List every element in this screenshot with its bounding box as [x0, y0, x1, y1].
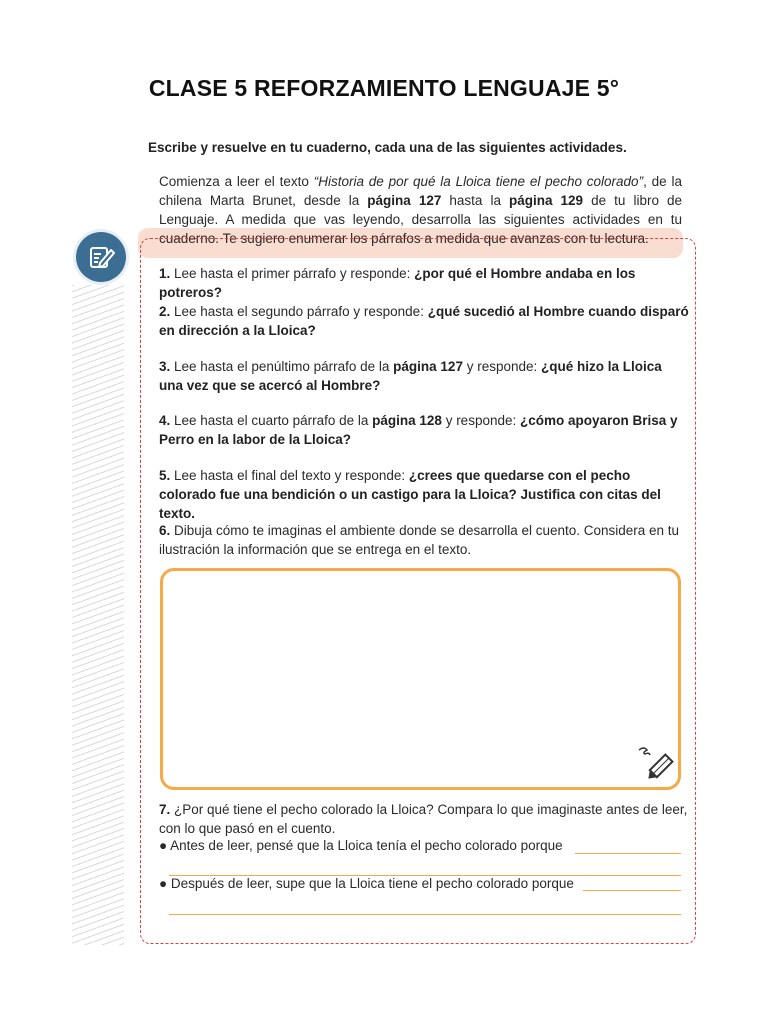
bullet-before: ● Antes de leer, pensé que la Lloica tenía el pecho colorado porque	[159, 838, 563, 853]
intro-paragraph: Comienza a leer el texto “Historia de por qué la Lloica tiene el pecho colorado”, de la chilena Marta Brunet, desde la página 127 hasta la página 129 de tu libro de Lenguaje. A medida que vas leyendo, desarrolla las siguientes actividades en tu cuaderno. Te sugiero enumerar los párrafos a medida que avanzas con tu lectura.	[159, 174, 683, 246]
answer-line-3[interactable]	[583, 890, 681, 891]
pencil-icon	[635, 744, 675, 784]
question-2: 2. Lee hasta el segundo párrafo y responde: ¿qué sucedió al Hombre cuando disparó en dirección a la Lloica?	[159, 304, 689, 338]
drawing-area[interactable]	[160, 568, 681, 790]
question-4: 4. Lee hasta el cuarto párrafo de la página 128 y responde: ¿cómo apoyaron Brisa y Perro en la labor de la Lloica?	[159, 413, 678, 447]
page-title: CLASE 5 REFORZAMIENTO LENGUAJE 5°	[148, 75, 620, 101]
bullet-after: ● Después de leer, supe que la Lloica tiene el pecho colorado porque	[159, 876, 574, 891]
answer-line-1[interactable]	[575, 853, 681, 854]
question-3: 3. Lee hasta el penúltimo párrafo de la página 127 y responde: ¿qué hizo la Lloica una vez que se acercó al Hombre?	[159, 359, 662, 393]
question-6: 6. Dibuja cómo te imaginas el ambiente donde se desarrolla el cuento. Considera en tu ilustración la información que se entrega en el texto.	[159, 523, 680, 557]
question-7: 7. ¿Por qué tiene el pecho colorado la Lloica? Compara lo que imaginaste antes de leer, con lo que pasó en el cuento.	[159, 802, 688, 836]
answer-line-4[interactable]	[169, 914, 681, 915]
decorative-stripes	[72, 285, 124, 945]
question-5: 5. Lee hasta el final del texto y responde: ¿crees que quedarse con el pecho colorado fue una bendición o un castigo para la Lloica? Justifica con citas del texto.	[159, 468, 661, 521]
instruction-text: Escribe y resuelve en tu cuaderno, cada una de las siguientes actividades.	[148, 140, 627, 155]
write-note-icon	[76, 232, 126, 282]
question-1: 1. Lee hasta el primer párrafo y responde: ¿por qué el Hombre andaba en los potreros?	[159, 266, 636, 300]
